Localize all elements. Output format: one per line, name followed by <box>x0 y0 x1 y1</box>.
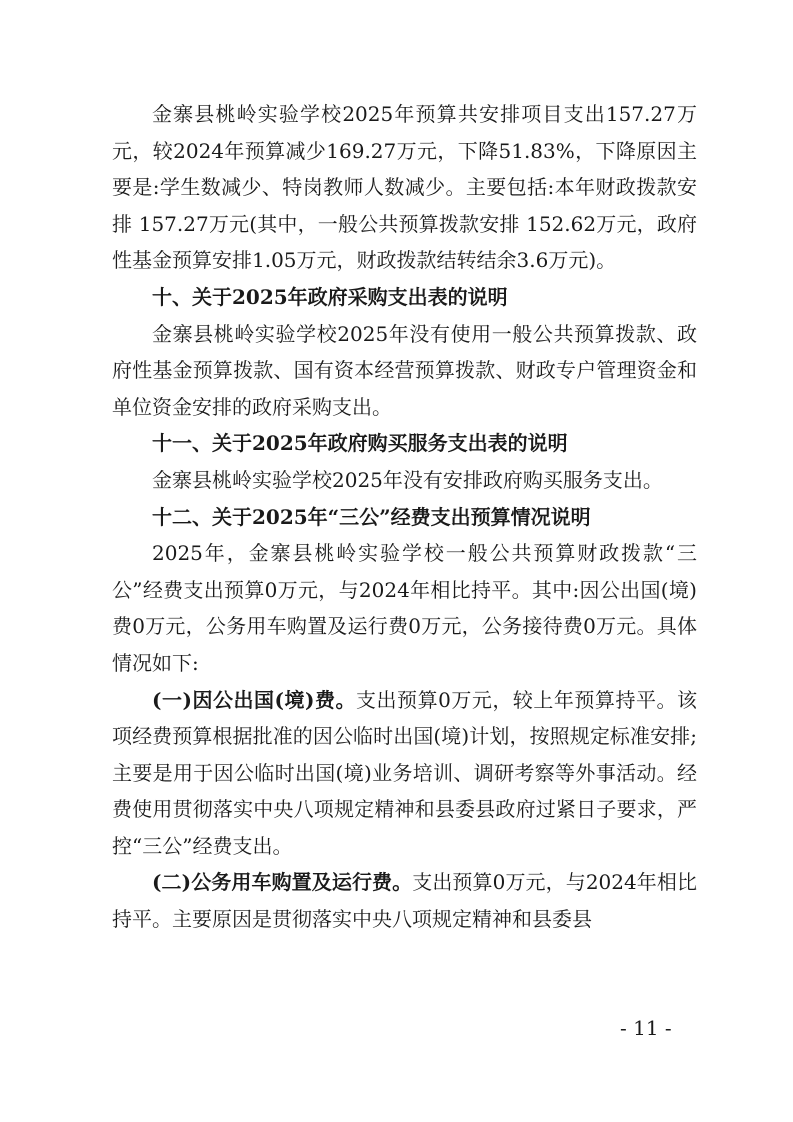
paragraph-project-expenditure: 金寨县桃岭实验学校2025年预算共安排项目支出157.27万元，较2024年预算减少169.27万元，下降51.83%，下降原因主要是:学生数减少、特岗教师人数减少。主要包括:本年财政拨款安排 157.27万元(其中，一般公共预算拨款安排 152.62万元，政府性基金预算安排1.05万元，财政拨款结转结余3.6万元)。 <box>112 102 697 273</box>
paragraph-official-vehicles <box>112 864 697 937</box>
heading-government-purchase-services: 十一、关于2025年政府购买服务支出表的说明 <box>152 431 568 456</box>
heading-three-public-expenses: 十二、关于2025年“三公”经费支出预算情况说明 <box>152 504 591 529</box>
lead-overseas-travel: (一)因公出国(境)费。 <box>152 687 357 712</box>
paragraph-government-procurement: 金寨县桃岭实验学校2025年没有使用一般公共预算拨款、政府性基金预算拨款、国有资本经营预算拨款、财政专户管理资金和单位资金安排的政府采购支出。 <box>112 321 697 419</box>
paragraph-overseas-travel <box>112 682 697 865</box>
paragraph-three-public-expenses: 2025年，金寨县桃岭实验学校一般公共预算财政拨款“三公”经费支出预算0万元，与2024年相比持平。其中:因公出国(境)费0万元，公务用车购置及运行费0万元，公务接待费0万元。具体情况如下: <box>112 541 697 675</box>
document-body <box>112 96 697 938</box>
body-overseas-travel: 支出预算0万元，较上年预算持平。该项经费预算根据批准的因公临时出国(境)计划，按照规定标准安排;主要是用于因公临时出国(境)业务培训、调研考察等外事活动。经费使用贯彻落实中央八项规定精神和县委县政府过紧日子要求，严控“三公”经费支出。 <box>112 687 697 858</box>
heading-government-procurement: 十、关于2025年政府采购支出表的说明 <box>152 284 508 309</box>
paragraph-government-purchase-services: 金寨县桃岭实验学校2025年没有安排政府购买服务支出。 <box>152 467 663 492</box>
page-number: - 11 - <box>620 1016 672 1040</box>
body-official-vehicles: 支出预算0万元，与2024年相比持平。主要原因是贯彻落实中央八项规定精神和县委县 <box>112 870 697 932</box>
lead-official-vehicles: (二)公务用车购置及运行费。 <box>152 870 413 895</box>
